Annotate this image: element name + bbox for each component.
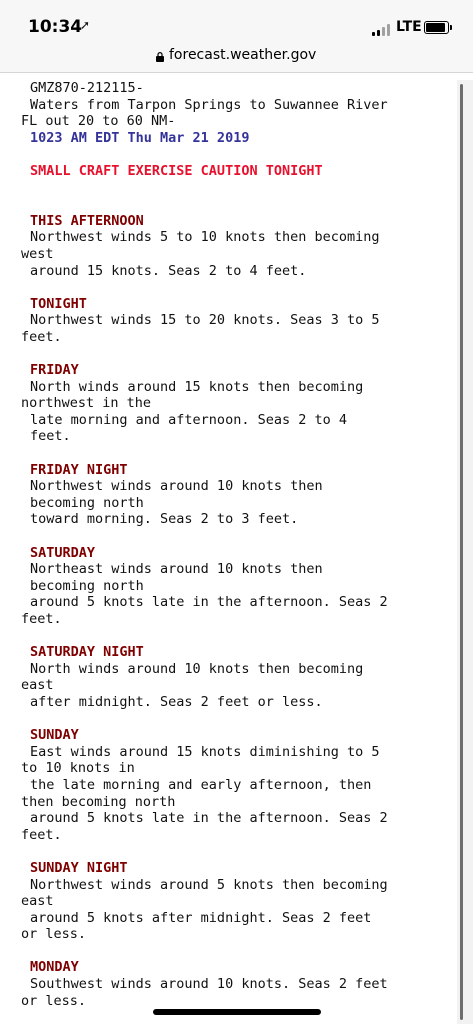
period-name: FRIDAY <box>30 362 79 379</box>
battery-icon <box>424 21 449 34</box>
period-name: MONDAY <box>30 959 79 976</box>
period-name: SATURDAY NIGHT <box>30 644 144 661</box>
period-text-line: East winds around 15 knots diminishing to 5 <box>30 743 380 760</box>
period-text-line: feet. <box>21 611 62 627</box>
period-text-line: North winds around 10 knots then becoming <box>30 660 364 677</box>
period-text-line: Southwest winds around 10 knots. Seas 2 feet <box>30 976 388 993</box>
url-text[interactable]: forecast.weather.gov <box>169 47 317 63</box>
period-text-line: feet. <box>21 328 62 345</box>
location-arrow-icon: ➚ <box>80 18 91 32</box>
period-name: SATURDAY <box>30 544 96 561</box>
period-text-line: northwest in the <box>21 395 152 412</box>
period-text-line: the late morning and early afternoon, then <box>30 776 372 793</box>
period-text-line: North winds around 15 knots then becoming <box>30 378 364 395</box>
period-text-line: Northeast winds around 10 knots then <box>30 561 323 578</box>
period-text-line: Northwest winds around 10 knots then <box>30 478 323 495</box>
period-text-line: Northwest winds 15 to 20 knots. Seas 3 to 5 <box>30 312 380 329</box>
home-indicator[interactable] <box>153 1009 321 1015</box>
period-name: FRIDAY NIGHT <box>30 461 128 478</box>
forecast-content <box>21 80 451 1009</box>
period-text-line: or less. <box>21 992 87 1009</box>
status-bar <box>0 0 473 44</box>
battery-cap <box>450 25 452 30</box>
period-name: TONIGHT <box>30 295 87 312</box>
period-text-line: Northwest winds 5 to 10 knots then becoming <box>30 229 380 246</box>
period-text-line: east <box>21 677 54 694</box>
period-text-line: feet. <box>21 826 62 843</box>
period-text-line: around 5 knots late in the afternoon. Seas 2 <box>30 594 388 611</box>
network-type: LTE <box>396 19 422 35</box>
zone-name: Waters from Tarpon Springs to Suwannee River <box>30 96 388 113</box>
period-text-line: feet. <box>30 428 71 445</box>
period-text-line: Northwest winds around 5 knots then becoming <box>30 876 388 893</box>
period-name: THIS AFTERNOON <box>30 212 144 229</box>
period-text-line: becoming north <box>30 494 144 511</box>
zone-code: GMZ870-212115- <box>30 80 144 96</box>
period-text-line: late morning and afternoon. Seas 2 to 4 <box>30 411 347 428</box>
issued-time: 1023 AM EDT Thu Mar 21 2019 <box>30 129 250 146</box>
clock-time: 10:34 <box>28 17 83 37</box>
period-text-line: to 10 knots in <box>21 760 135 777</box>
period-text-line: then becoming north <box>21 793 176 810</box>
period-text-line: around 15 knots. Seas 2 to 4 feet. <box>30 262 307 279</box>
period-text-line: west <box>21 245 54 262</box>
forecast-periods <box>21 213 451 1010</box>
zone-name-cont: FL out 20 to 60 NM- <box>21 113 176 130</box>
period-text-line: becoming north <box>30 577 144 594</box>
period-name: SUNDAY NIGHT <box>30 859 128 876</box>
lock-icon <box>156 52 164 62</box>
scrollbar-thumb[interactable] <box>460 84 463 1020</box>
period-text-line: east <box>21 893 54 910</box>
period-text-line: toward morning. Seas 2 to 3 feet. <box>30 511 299 528</box>
period-name: SUNDAY <box>30 727 79 744</box>
period-text-line: or less. <box>21 926 87 943</box>
caution-headline: SMALL CRAFT EXERCISE CAUTION TONIGHT <box>30 162 323 179</box>
period-text-line: around 5 knots after midnight. Seas 2 feet <box>30 909 372 926</box>
period-text-line: after midnight. Seas 2 feet or less. <box>30 693 323 710</box>
address-bar[interactable] <box>0 44 473 73</box>
period-text-line: around 5 knots late in the afternoon. Seas 2 <box>30 810 388 827</box>
